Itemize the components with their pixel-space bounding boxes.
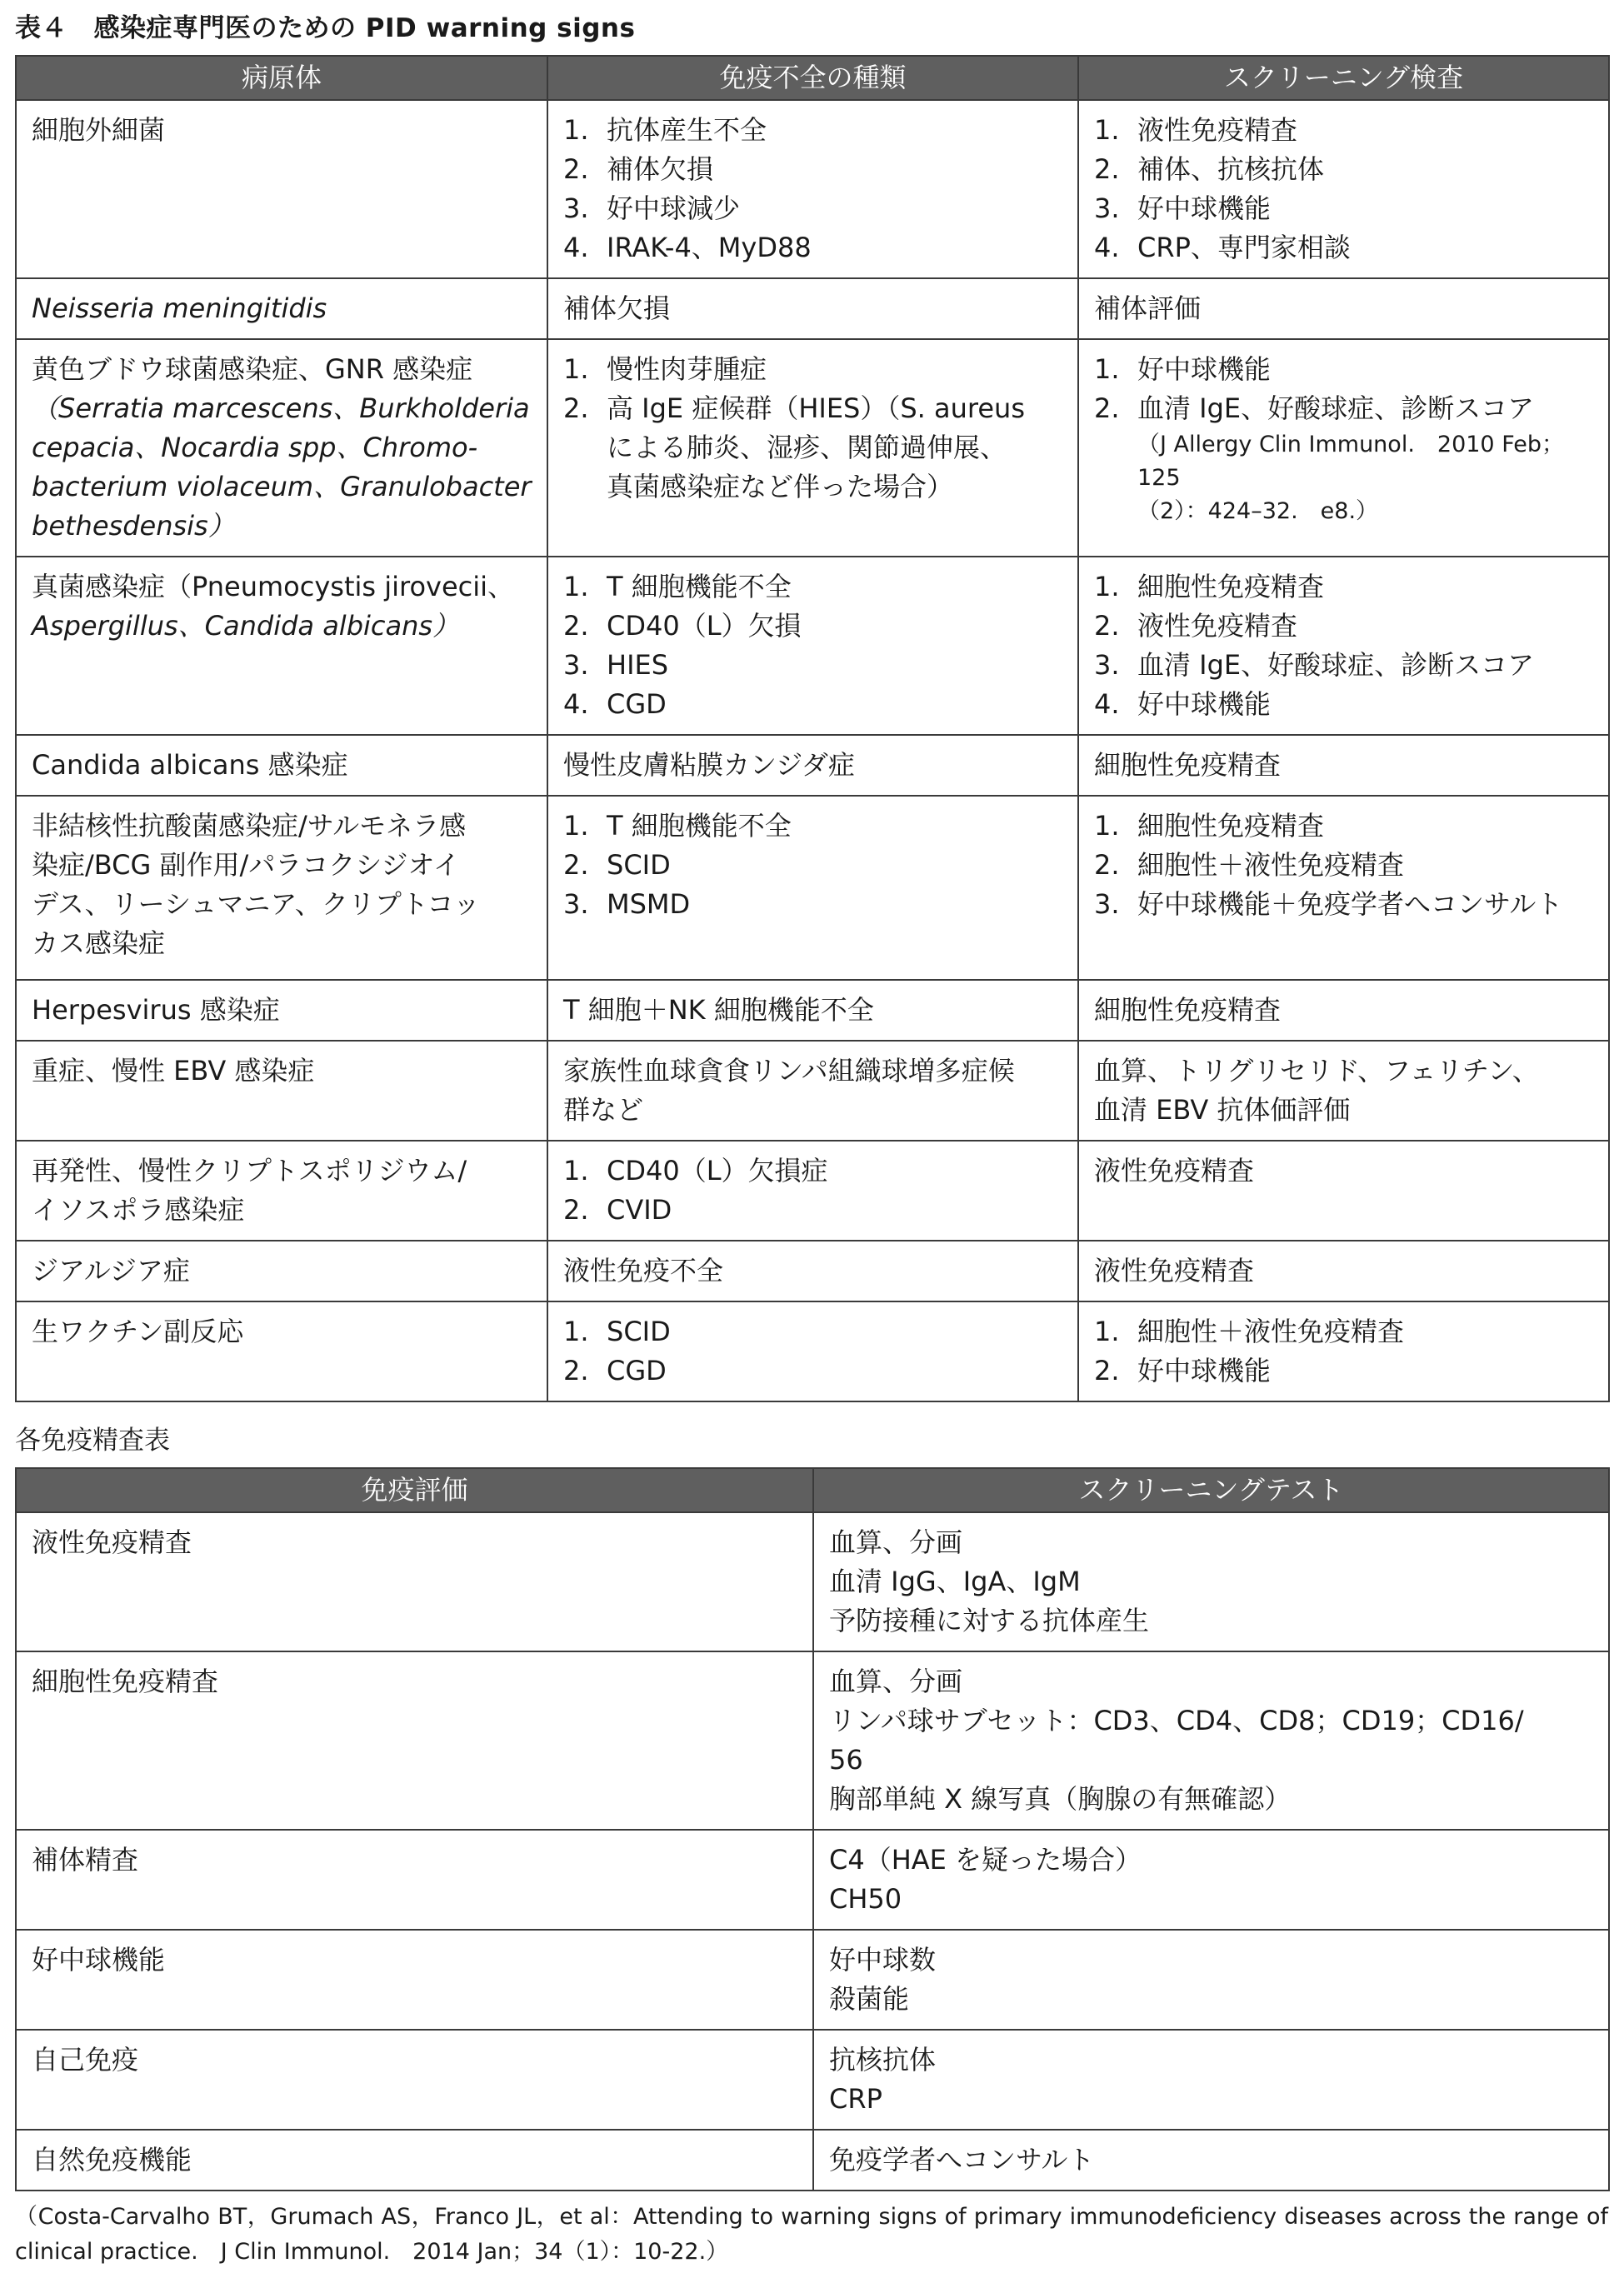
screening-cell: 1. 細胞性＋液性免疫精査 2. 好中球機能 (1078, 1301, 1609, 1401)
immunodeficiency-cell: 1. SCID 2. CGD (547, 1301, 1078, 1401)
immunodeficiency-cell: 1. 抗体産生不全 2. 補体欠損 3. 好中球減少 4. IRAK-4、MyD88 (547, 100, 1078, 278)
screening-cell: 補体評価 (1078, 278, 1609, 339)
screening-cell: 液性免疫精査 (1078, 1241, 1609, 1301)
screening-cell: 1. 好中球機能 2. 血清 IgE、好酸球症、診断スコア （J Allergy Clin Immunol. 2010 Feb；125 （2）：424–32. e8.） (1078, 339, 1609, 557)
pathogen-cell: 重症、慢性 EBV 感染症 (16, 1041, 547, 1141)
table-row (16, 1512, 1609, 1651)
table-row (16, 980, 1609, 1041)
table-row (16, 2130, 1609, 2191)
screening-cell: 細胞性免疫精査 (1078, 980, 1609, 1041)
pid-warning-signs-table (15, 55, 1610, 1402)
evaluation-cell: 補体精査 (16, 1830, 813, 1930)
table-header-row (16, 56, 1609, 100)
evaluation-cell: 好中球機能 (16, 1930, 813, 2030)
pathogen-cell: 細胞外細菌 (16, 100, 547, 278)
tests-cell: C4（HAE を疑った場合） CH50 (813, 1830, 1609, 1930)
tests-cell: 免疫学者へコンサルト (813, 2130, 1609, 2191)
screening-cell: 1. 液性免疫精査 2. 補体、抗核抗体 3. 好中球機能 4. CRP、専門家相談 (1078, 100, 1609, 278)
column-header-screening: スクリーニング検査 (1078, 56, 1609, 100)
pathogen-cell: ジアルジア症 (16, 1241, 547, 1301)
table-row (16, 1141, 1609, 1241)
table-row (16, 1041, 1609, 1141)
evaluation-cell: 自然免疫機能 (16, 2130, 813, 2191)
pathogen-cell: 生ワクチン副反応 (16, 1301, 547, 1401)
screening-cell: 1. 細胞性免疫精査 2. 細胞性＋液性免疫精査 3. 好中球機能＋免疫学者へコンサルト (1078, 796, 1609, 980)
table-title: 表４ 感染症専門医のための PID warning signs (15, 13, 636, 43)
reference-note: （J Allergy Clin Immunol. 2010 Feb；125 (1137, 432, 1564, 491)
pathogen-cell: Candida albicans 感染症 (16, 735, 547, 796)
column-header-immunodeficiency: 免疫不全の種類 (547, 56, 1078, 100)
tests-cell: 抗核抗体 CRP (813, 2030, 1609, 2130)
table-row (16, 2030, 1609, 2130)
immunodeficiency-cell: 補体欠損 (547, 278, 1078, 339)
immune-evaluation-table (15, 1467, 1610, 2191)
table-row (16, 1241, 1609, 1301)
table-row (16, 1930, 1609, 2030)
table-row (16, 1301, 1609, 1401)
immunodeficiency-cell: 1. T 細胞機能不全 2. CD40（L）欠損 3. HIES 4. CGD (547, 557, 1078, 735)
pathogen-cell: Neisseria meningitidis (16, 278, 547, 339)
screening-cell: 細胞性免疫精査 (1078, 735, 1609, 796)
pathogen-cell: 黄色ブドウ球菌感染症、GNR 感染症 （Serratia marcescens、Burkholderia cepacia、Nocardia spp、Chromo- bacterium violaceum、Granulobacter bethesdensis） (16, 339, 547, 557)
immunodeficiency-cell: 1. 慢性肉芽腫症 2. 高 IgE 症候群（HIES）（S. aureus による肺炎、湿疹、関節過伸展、 真菌感染症など伴った場合） (547, 339, 1078, 557)
screening-cell: 1. 細胞性免疫精査 2. 液性免疫精査 3. 血清 IgE、好酸球症、診断スコア 4. 好中球機能 (1078, 557, 1609, 735)
immunodeficiency-cell: 1. T 細胞機能不全 2. SCID 3. MSMD (547, 796, 1078, 980)
column-header-evaluation: 免疫評価 (16, 1468, 813, 1512)
table-row (16, 1651, 1609, 1830)
column-header-pathogen: 病原体 (16, 56, 547, 100)
pathogen-cell: Herpesvirus 感染症 (16, 980, 547, 1041)
pathogen-cell: 再発性、慢性クリプトスポリジウム/ イソスポラ感染症 (16, 1141, 547, 1241)
reference-note: （2）：424–32. e8.） (1137, 498, 1379, 524)
immunodeficiency-cell: 慢性皮膚粘膜カンジダ症 (547, 735, 1078, 796)
pathogen-cell: 真菌感染症（Pneumocystis jirovecii、 Aspergillus、Candida albicans） (16, 557, 547, 735)
table-row (16, 735, 1609, 796)
screening-cell: 血算、トリグリセリド、フェリチン、 血清 EBV 抗体価評価 (1078, 1041, 1609, 1141)
tests-cell: 好中球数 殺菌能 (813, 1930, 1609, 2030)
table-row (16, 1830, 1609, 1930)
table-row (16, 796, 1609, 980)
table-row (16, 557, 1609, 735)
evaluation-cell: 自己免疫 (16, 2030, 813, 2130)
table-row (16, 278, 1609, 339)
screening-cell: 液性免疫精査 (1078, 1141, 1609, 1241)
table-header-row (16, 1468, 1609, 1512)
evaluation-cell: 細胞性免疫精査 (16, 1651, 813, 1830)
column-header-screening-test: スクリーニングテスト (813, 1468, 1609, 1512)
citation-reference: （Costa-Carvalho BT，Grumach AS，Franco JL，et al：Attending to warning signs of primary immunodeficiency diseases across the range of clinical practice. J Clin Immunol. 2014 Jan；34（1）：10-22.） (15, 2204, 1608, 2265)
tests-cell: 血算、分画 リンパ球サブセット：CD3、CD4、CD8；CD19；CD16/ 56 胸部単純 X 線写真（胸腺の有無確認） (813, 1651, 1609, 1830)
section-title: 各免疫精査表 (15, 1426, 170, 1456)
evaluation-cell: 液性免疫精査 (16, 1512, 813, 1651)
immunodeficiency-cell: T 細胞＋NK 細胞機能不全 (547, 980, 1078, 1041)
immunodeficiency-cell: 1. CD40（L）欠損症 2. CVID (547, 1141, 1078, 1241)
immunodeficiency-cell: 液性免疫不全 (547, 1241, 1078, 1301)
tests-cell: 血算、分画 血清 IgG、IgA、IgM 予防接種に対する抗体産生 (813, 1512, 1609, 1651)
immunodeficiency-cell: 家族性血球貪食リンパ組織球増多症候 群など (547, 1041, 1078, 1141)
table-row (16, 100, 1609, 278)
pathogen-cell: 非結核性抗酸菌感染症/サルモネラ感 染症/BCG 副作用/パラコクシジオイ デス、リーシュマニア、クリプトコッ カス感染症 (16, 796, 547, 980)
table-row (16, 339, 1609, 557)
